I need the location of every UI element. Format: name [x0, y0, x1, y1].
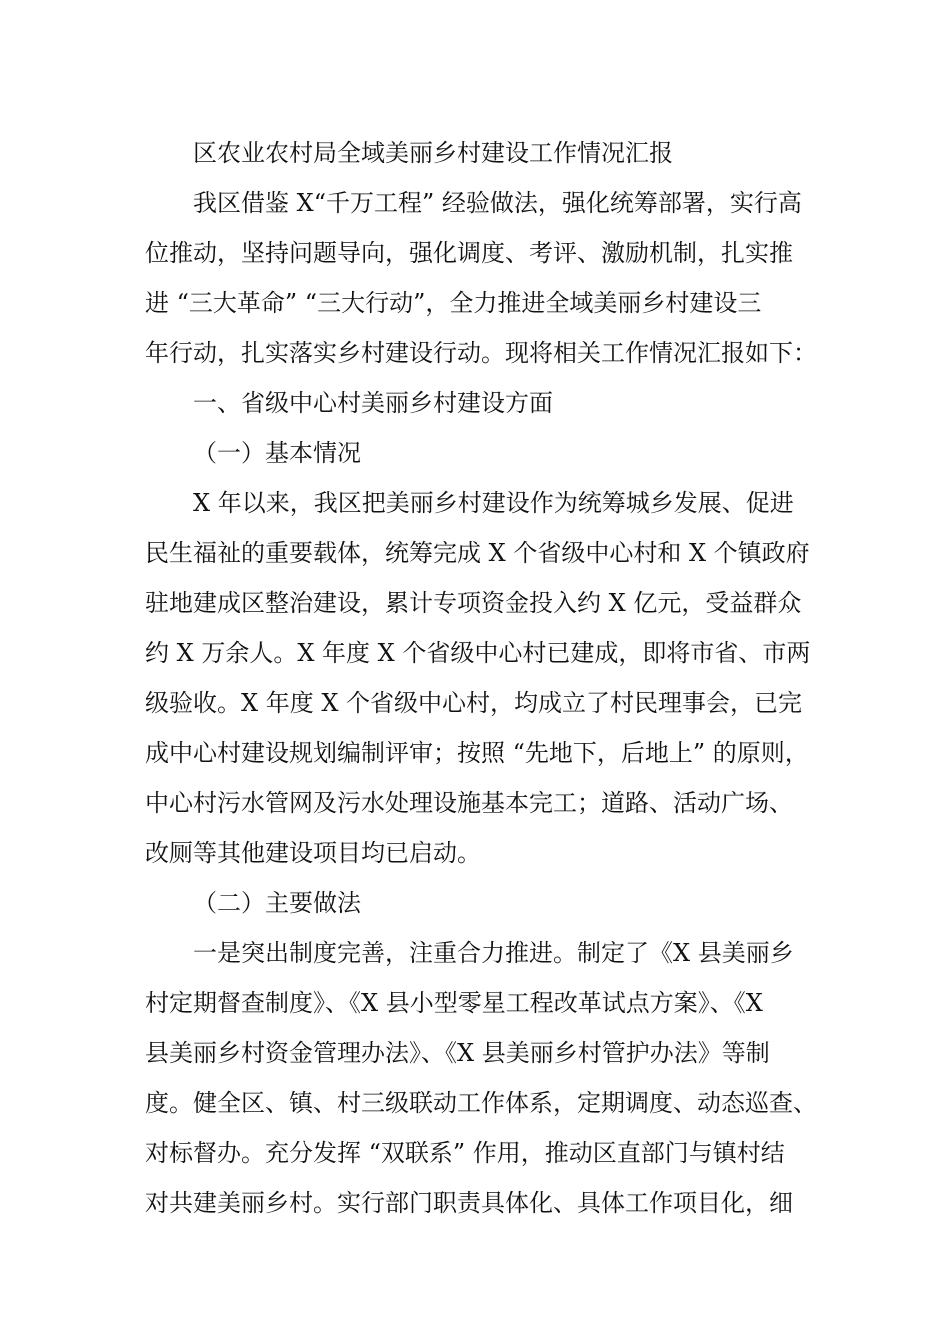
paragraph-line: 驻地建成区整治建设，累计专项资金投入约 X 亿元，受益群众	[145, 589, 802, 617]
paragraph-line: 级验收。X 年度 X 个省级中心村，均成立了村民理事会，已完	[145, 689, 803, 717]
paragraph-line: 对标督办。充分发挥 “双联系” 作用，推动区直部门与镇村结	[145, 1139, 785, 1167]
document-title: 区农业农村局全域美丽乡村建设工作情况汇报	[193, 139, 673, 167]
subsection-heading: （一）基本情况	[193, 439, 361, 467]
paragraph-line: 度。健全区、镇、村三级联动工作体系，定期调度、动态巡查、	[145, 1089, 817, 1117]
paragraph-line: 我区借鉴 X“千万工程” 经验做法，强化统筹部署，实行高	[193, 189, 802, 217]
paragraph-line: 进 “三大革命” “三大行动”，全力推进全域美丽乡村建设三	[145, 289, 762, 317]
paragraph-line: 一是突出制度完善，注重合力推进。制定了《X 县美丽乡	[193, 939, 794, 967]
section-heading: 一、省级中心村美丽乡村建设方面	[193, 389, 553, 417]
paragraph-line: 民生福祉的重要载体，统筹完成 X 个省级中心村和 X 个镇政府	[145, 539, 810, 567]
paragraph-line: 约 X 万余人。X 年度 X 个省级中心村已建成，即将市省、市两	[145, 639, 811, 667]
document-page	[145, 128, 825, 1228]
paragraph-line: X 年以来，我区把美丽乡村建设作为统筹城乡发展、促进	[193, 489, 794, 517]
paragraph-line: 对共建美丽乡村。实行部门职责具体化、具体工作项目化，细	[145, 1189, 793, 1217]
paragraph-line: 中心村污水管网及污水处理设施基本完工；道路、活动广场、	[145, 789, 793, 817]
paragraph-line: 成中心村建设规划编制评审；按照 “先地下，后地上” 的原则，	[145, 739, 809, 767]
paragraph-line: 位推动，坚持问题导向，强化调度、考评、激励机制，扎实推	[145, 239, 793, 267]
paragraph-line: 年行动，扎实落实乡村建设行动。现将相关工作情况汇报如下：	[145, 339, 817, 367]
paragraph-line: 村定期督查制度》、《X 县小型零星工程改革试点方案》、《X	[145, 989, 763, 1017]
paragraph-line: 县美丽乡村资金管理办法》、《X 县美丽乡村管护办法》等制	[145, 1039, 770, 1067]
paragraph-line: 改厕等其他建设项目均已启动。	[145, 839, 481, 867]
subsection-heading: （二）主要做法	[193, 889, 361, 917]
